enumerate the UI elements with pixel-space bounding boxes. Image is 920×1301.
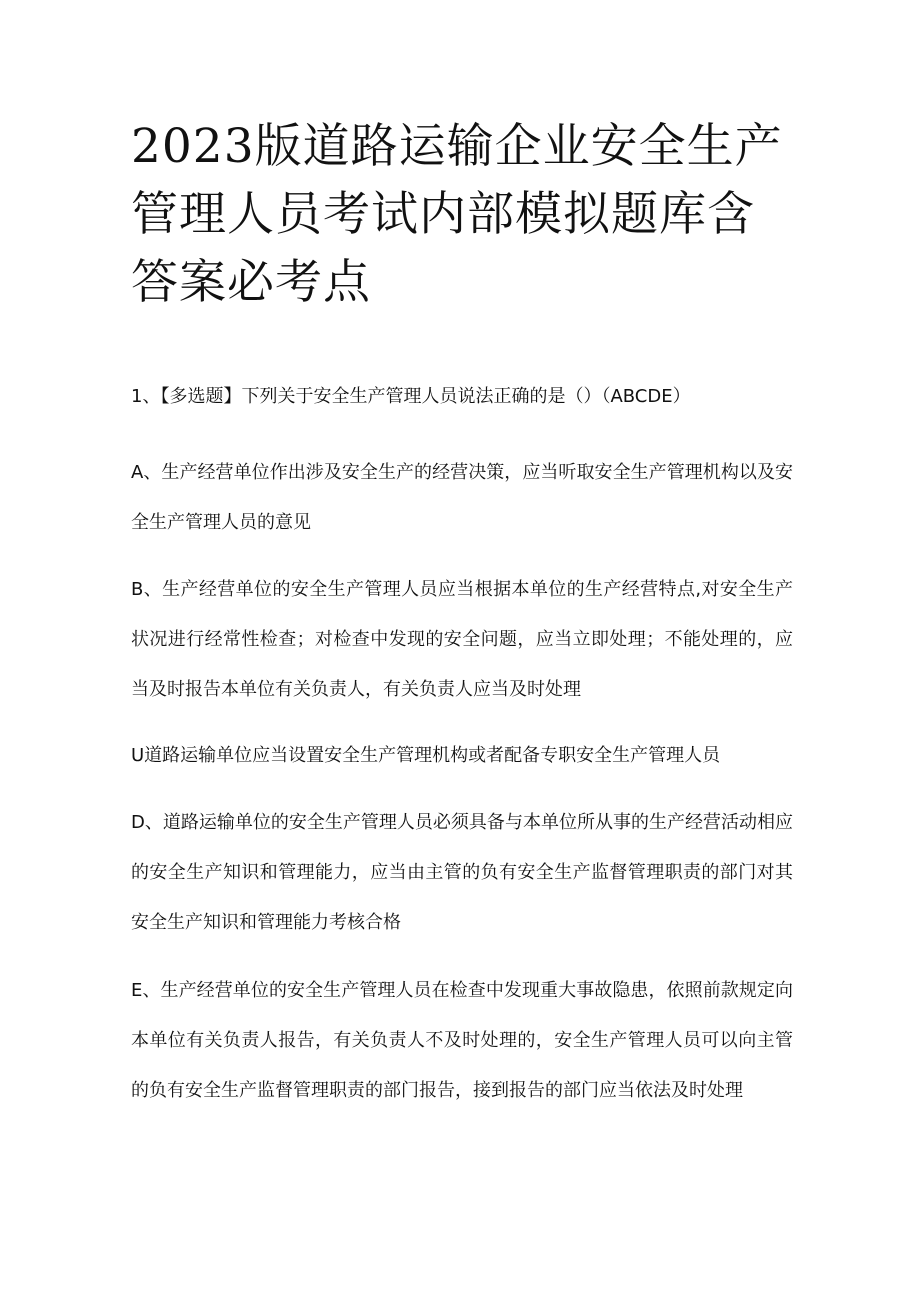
option-e: E、生产经营单位的安全生产管理人员在检查中发现重大事故隐患，依照前款规定向本单位有关负责人报告，有关负责人不及时处理的，安全生产管理人员可以向主管的负有安全生产监督管理职责的部门报告，接到报告的部门应当依法及时处理 <box>131 980 793 1101</box>
option-a: A、生产经营单位作出涉及安全生产的经营决策，应当听取安全生产管理机构以及安全生产管理人员的意见 <box>131 462 793 533</box>
option-d: D、道路运输单位的安全生产管理人员必须具备与本单位所从事的生产经营活动相应的安全生产知识和管理能力，应当由主管的负有安全生产监督管理职责的部门对其安全生产知识和管理能力考核合格 <box>131 812 793 933</box>
option-c: U道路运输单位应当设置安全生产管理机构或者配备专职安全生产管理人员 <box>131 745 721 766</box>
option-b: B、生产经营单位的安全生产管理人员应当根据本单位的生产经营特点,对安全生产状况进行经常性检查；对检查中发现的安全问题，应当立即处理；不能处理的，应当及时报告本单位有关负责人，有关负责人应当及时处理 <box>131 579 793 700</box>
document-title: 2023版道路运输企业安全生产管理人员考试内部模拟题库含答案必考点 <box>131 119 783 310</box>
question-stem: 1、【多选题】下列关于安全生产管理人员说法正确的是（）（ABCDE） <box>131 386 691 407</box>
